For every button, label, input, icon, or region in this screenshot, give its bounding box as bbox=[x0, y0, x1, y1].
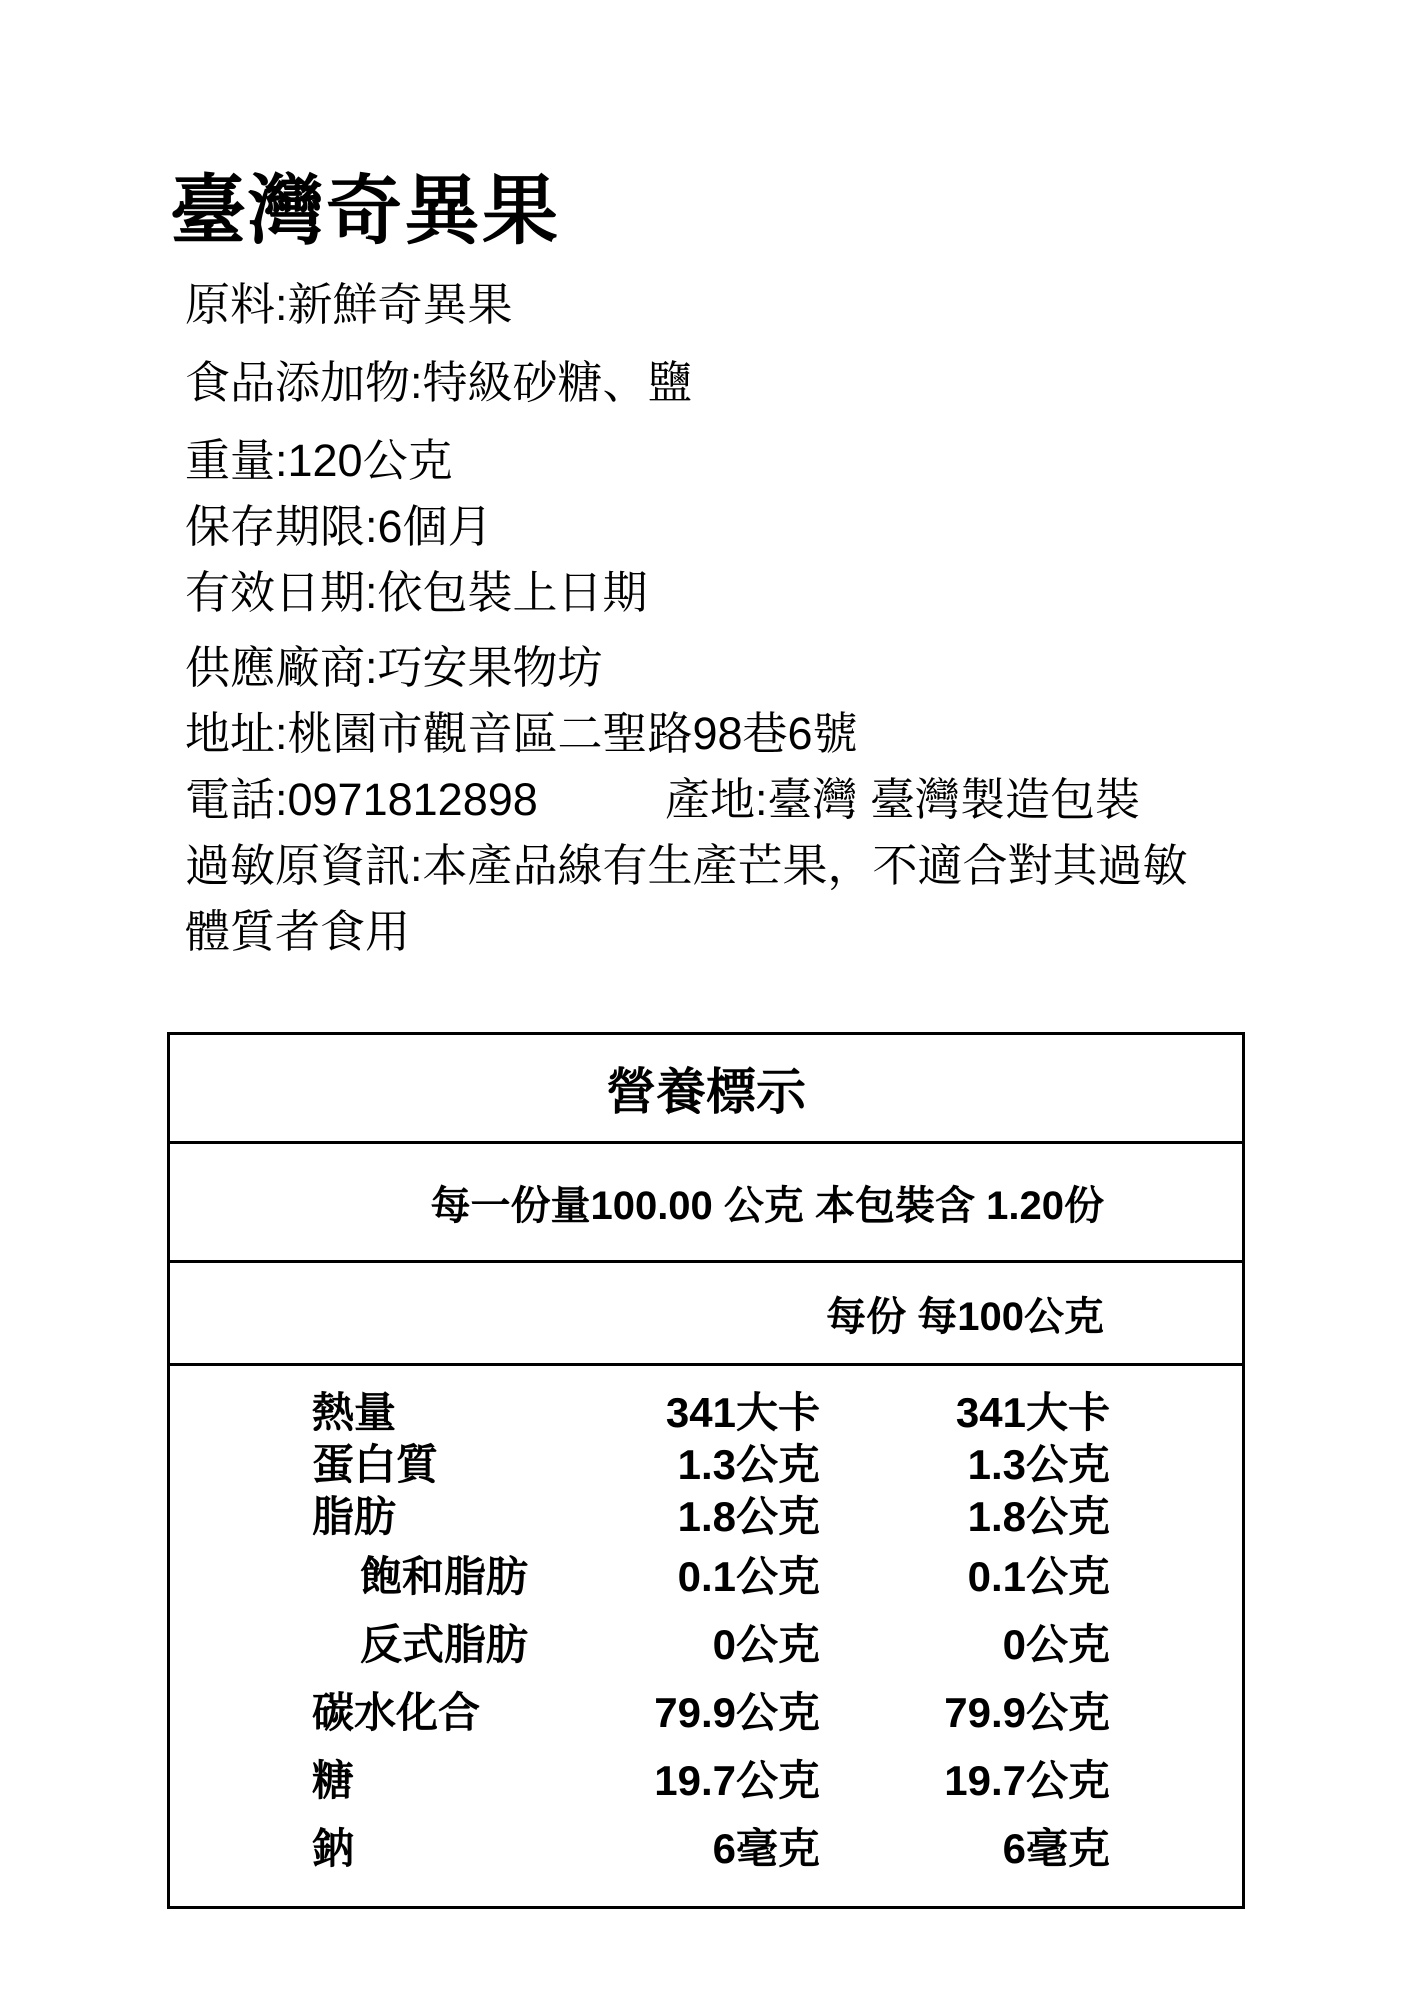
phone-origin-row bbox=[185, 767, 1325, 833]
info-line: 原料:新鮮奇異果 bbox=[185, 279, 513, 330]
nutrient-label: 反式脂肪 bbox=[360, 1621, 529, 1668]
nutrition-row bbox=[170, 1384, 1242, 1436]
nutrient-per-100g-value: 1.3公克 bbox=[967, 1441, 1110, 1488]
nutrient-label: 飽和脂肪 bbox=[360, 1553, 529, 1600]
phone-text: 電話:0971812898 bbox=[185, 774, 538, 825]
nutrient-label: 碳水化合 bbox=[312, 1689, 481, 1736]
nutrient-per-100g-value: 19.7公克 bbox=[944, 1757, 1110, 1804]
nutrient-per-serving-value: 79.9公克 bbox=[654, 1689, 820, 1736]
info-line: 重量:120公克 bbox=[185, 435, 453, 486]
nutrient-per-serving-value: 6毫克 bbox=[712, 1825, 820, 1872]
nutrient-per-serving-value: 19.7公克 bbox=[654, 1757, 820, 1804]
nutrition-row bbox=[170, 1744, 1242, 1812]
nutrient-per-serving-value: 1.3公克 bbox=[677, 1441, 820, 1488]
nutrition-row bbox=[170, 1436, 1242, 1488]
info-line: 有效日期:依包裝上日期 bbox=[185, 567, 648, 618]
nutrition-table-title: 營養標示 bbox=[170, 1035, 1242, 1144]
nutrient-per-100g-value: 0公克 bbox=[1002, 1621, 1110, 1668]
nutrient-per-serving-value: 341大卡 bbox=[665, 1389, 820, 1436]
info-line: 地址:桃園市觀音區二聖路98巷6號 bbox=[185, 708, 858, 759]
info-line: 食品添加物:特級砂糖、鹽 bbox=[185, 357, 693, 408]
nutrient-per-100g-value: 341大卡 bbox=[955, 1389, 1110, 1436]
nutrient-label: 糖 bbox=[312, 1757, 355, 1804]
nutrition-row bbox=[170, 1608, 1242, 1676]
nutrition-facts-table bbox=[167, 1032, 1245, 1909]
nutrition-serving-info: 每一份量100.00 公克 本包裝含 1.20份 bbox=[170, 1144, 1242, 1263]
nutrient-per-100g-value: 79.9公克 bbox=[944, 1689, 1110, 1736]
nutrition-row bbox=[170, 1540, 1242, 1608]
allergen-info-line-2: 體質者食用 bbox=[185, 906, 411, 957]
nutrition-row bbox=[170, 1812, 1242, 1880]
nutrient-per-100g-value: 6毫克 bbox=[1002, 1825, 1110, 1872]
nutrient-per-serving-value: 0公克 bbox=[712, 1621, 820, 1668]
nutrition-row bbox=[170, 1488, 1242, 1540]
nutrient-per-serving-value: 1.8公克 bbox=[677, 1493, 820, 1540]
product-info-section bbox=[185, 272, 1325, 965]
nutrient-per-100g-value: 1.8公克 bbox=[967, 1493, 1110, 1540]
nutrient-label: 鈉 bbox=[312, 1825, 355, 1872]
info-line: 供應廠商:巧安果物坊 bbox=[185, 642, 603, 693]
origin-text: 產地:臺灣 臺灣製造包裝 bbox=[665, 774, 1141, 825]
nutrient-label: 熱量 bbox=[312, 1389, 397, 1436]
nutrient-per-100g-value: 0.1公克 bbox=[967, 1553, 1110, 1600]
nutrient-label: 蛋白質 bbox=[312, 1441, 439, 1488]
nutrition-row bbox=[170, 1676, 1242, 1744]
nutrition-column-header: 每份 每100公克 bbox=[170, 1263, 1242, 1366]
nutrient-label: 脂肪 bbox=[312, 1493, 397, 1540]
nutrient-per-serving-value: 0.1公克 bbox=[677, 1553, 820, 1600]
nutrition-rows bbox=[170, 1366, 1242, 1906]
product-title: 臺灣奇異果 bbox=[170, 169, 560, 254]
allergen-info-line-1: 過敏原資訊:本產品線有生產芒果，不適合對其過敏 bbox=[185, 840, 1188, 891]
product-info-lines bbox=[185, 272, 1325, 767]
info-line: 保存期限:6個月 bbox=[185, 501, 493, 552]
